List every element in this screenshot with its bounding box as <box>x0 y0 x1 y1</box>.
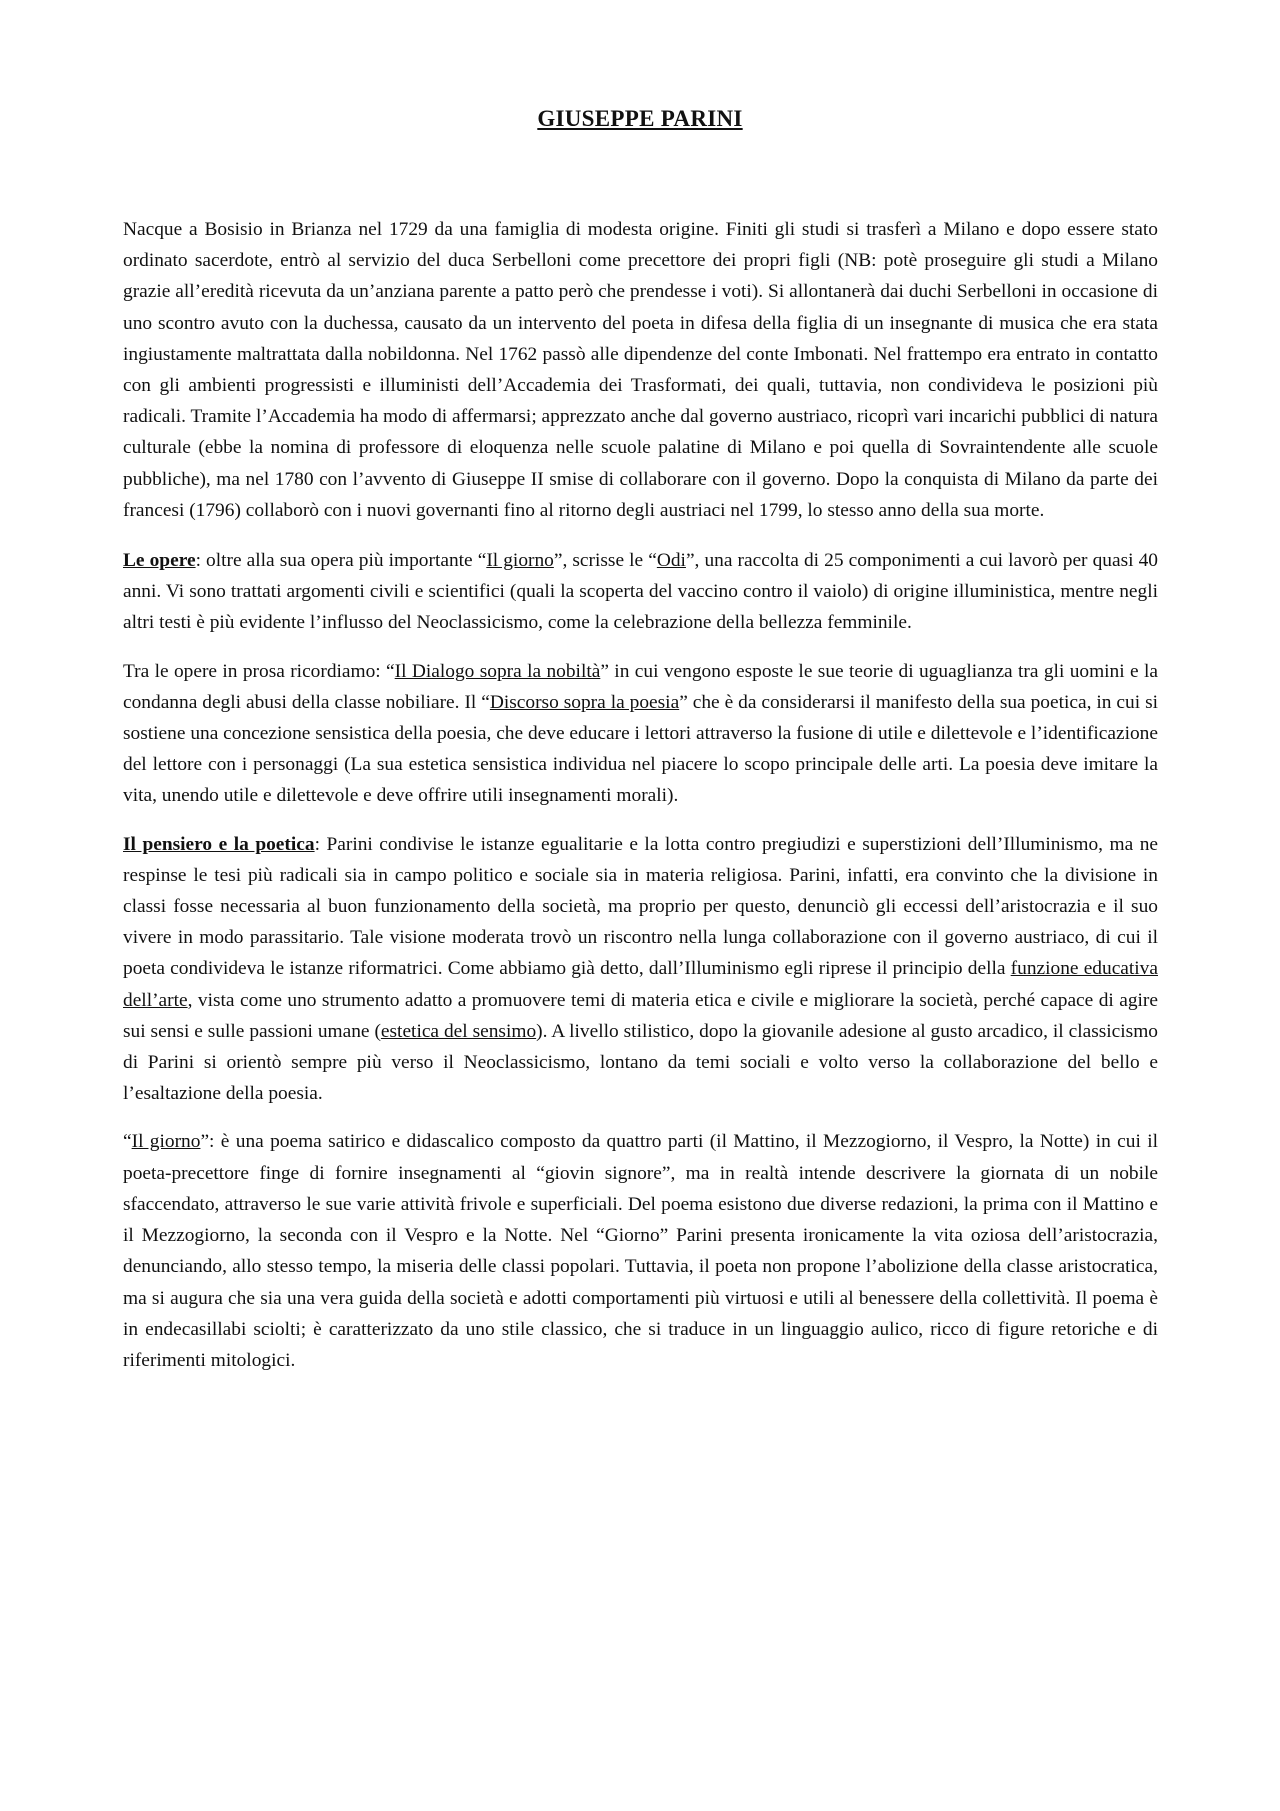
paragraph-pensiero-e-poetica <box>123 829 1158 1110</box>
text-segment: ”, una raccolta di 25 componimenti a cui lavorò per quasi 40 anni. Vi sono trattati argomenti civili e scientifici (quali la scoperta del vaccino contro il vaiolo) di origine illuministica, mentre negli altri testi è più evidente l’influsso del Neoclassicismo, come la celebrazione della bellezza femminile. <box>123 550 1158 634</box>
text-segment: ”: è una poema satirico e didascalico composto da quattro parti (il Mattino, il Mezzogiorno, il Vespro, la Notte) in cui il poeta-precettore finge di fornire insegnamenti al “giovin signore”, ma in realtà intende descrivere la giornata di un nobile sfaccendato, attraverso le sue varie attività frivole e superficiali. Del poema esistono due diverse redazioni, la prima con il Mattino e il Mezzogiorno, la seconda con il Vespro e la Notte. Nel “Giorno” Parini presenta ironicamente la vita oziosa dell’aristocrazia, denunciando, allo stesso tempo, la miseria delle classi popolari. Tuttavia, il poeta non propone l’abolizione della classe aristocratica, ma si augura che sia una vera guida della società e adotti comportamenti più virtuosi e utili al benessere della collettività. Il poema è in endecasillabi sciolti; è caratterizzato da uno stile classico, che si traduce in un linguaggio aulico, ricco di figure retoriche e di riferimenti mitologici. <box>123 1131 1158 1371</box>
text-segment: ” in cui vengono esposte le sue teorie di uguaglianza tra gli uomini e la condanna degli abusi della classe nobiliare. Il “ <box>123 660 1158 713</box>
text-segment: : Parini condivise le istanze egualitarie e la lotta contro pregiudizi e superstizioni dell’Illuminismo, ma ne respinse le tesi più radicali sia in campo politico e sociale sia in materia religiosa. Parini, infatti, era convinto che la divisione in classi fosse necessaria al buon funzionamento della società, ma proprio per questo, denunciò gli eccessi dell’aristocrazia e il suo vivere in modo parassitario. Tale visione moderata trovò un riscontro nella lunga collaborazione con il governo austriaco, di cui il poeta condivideva le istanze riformatrici. Come abbiamo già detto, dall’Illuminismo egli riprese il principio della <box>123 833 1158 980</box>
text-segment: “ <box>123 1131 132 1153</box>
work-title-il-giorno: Il giorno <box>486 550 554 572</box>
text-segment: ”, scrisse le “ <box>553 550 657 572</box>
work-title-discorso: Discorso sopra la poesia <box>489 691 680 713</box>
text-segment: : oltre alla sua opera più importante “ <box>195 550 487 572</box>
section-heading-le-opere: Le opere <box>123 550 196 572</box>
term-funzione-educativa: funzione educativa dell’arte <box>123 958 1158 1011</box>
work-title-odi: Odi <box>656 550 686 572</box>
section-heading-pensiero: Il pensiero e la poetica <box>123 833 315 855</box>
page-title: GIUSEPPE PARINI <box>537 106 743 131</box>
text-segment: , vista come uno strumento adatto a promuovere temi di materia etica e civile e migliorare la società, perché capace di agire sui sensi e sulle passioni umane ( <box>123 989 1158 1042</box>
paragraph-il-giorno <box>123 1126 1158 1376</box>
work-title-dialogo: Il Dialogo sopra la nobiltà <box>394 660 601 682</box>
term-estetica-del-sensimo: estetica del sensimo <box>380 1020 537 1042</box>
text-segment: ” che è da considerarsi il manifesto della sua poetica, in cui si sostiene una concezione sensistica della poesia, che deve educare i lettori attraverso la fusione di utile e dilettevole e l’identificazione del lettore con i personaggi (La sua estetica sensistica individua nel piacere lo scopo principale delle arti. La poesia deve imitare la vita, unendo utile e dilettevole e deve offrire utili insegnamenti morali). <box>123 691 1159 807</box>
paragraph-opere-in-prosa <box>123 656 1158 812</box>
work-title-il-giorno-section: Il giorno <box>131 1131 201 1153</box>
paragraph-le-opere <box>123 545 1158 639</box>
document-body <box>123 214 1158 1393</box>
text-segment: ). A livello stilistico, dopo la giovanile adesione al gusto arcadico, il classicismo di Parini si orientò sempre più verso il Neoclassicismo, lontano da temi sociali e volto verso la collaborazione del bello e l’esaltazione della poesia. <box>123 1020 1158 1105</box>
paragraph-biography: Nacque a Bosisio in Brianza nel 1729 da una famiglia di modesta origine. Finiti gli studi si trasferì a Milano e dopo essere stato ordinato sacerdote, entrò al servizio del duca Serbelloni come precettore dei propri figli (NB: potè proseguire gli studi a Milano grazie all’eredità ricevuta da un’anziana parente a patto però che prendesse i voti). Si allontanerà dai duchi Serbelloni in occasione di uno scontro avuto con la duchessa, causato da un intervento del poeta in difesa della figlia di un insegnante di musica che era stata ingiustamente maltrattata dalla nobildonna. Nel 1762 passò alle dipendenze del conte Imbonati. Nel frattempo era entrato in contatto con gli ambienti progressisti e illuministi dell’Accademia dei Trasformati, dei quali, tuttavia, non condivideva le posizioni più radicali. Tramite l’Accademia ha modo di affermarsi; apprezzato anche dal governo austriaco, ricoprì vari incarichi pubblici di natura culturale (ebbe la nomina di professore di eloquenza nelle scuole palatine di Milano e poi quella di Sovraintendente alle scuole pubbliche), ma nel 1780 con l’avvento di Giuseppe II smise di collaborare con il governo. Dopo la conquista di Milano da parte dei francesi (1796) collaborò con i nuovi governanti fino al ritorno degli austriaci nel 1799, lo stesso anno della sua morte. <box>123 219 1159 521</box>
text-segment: Tra le opere in prosa ricordiamo: “ <box>123 660 395 682</box>
